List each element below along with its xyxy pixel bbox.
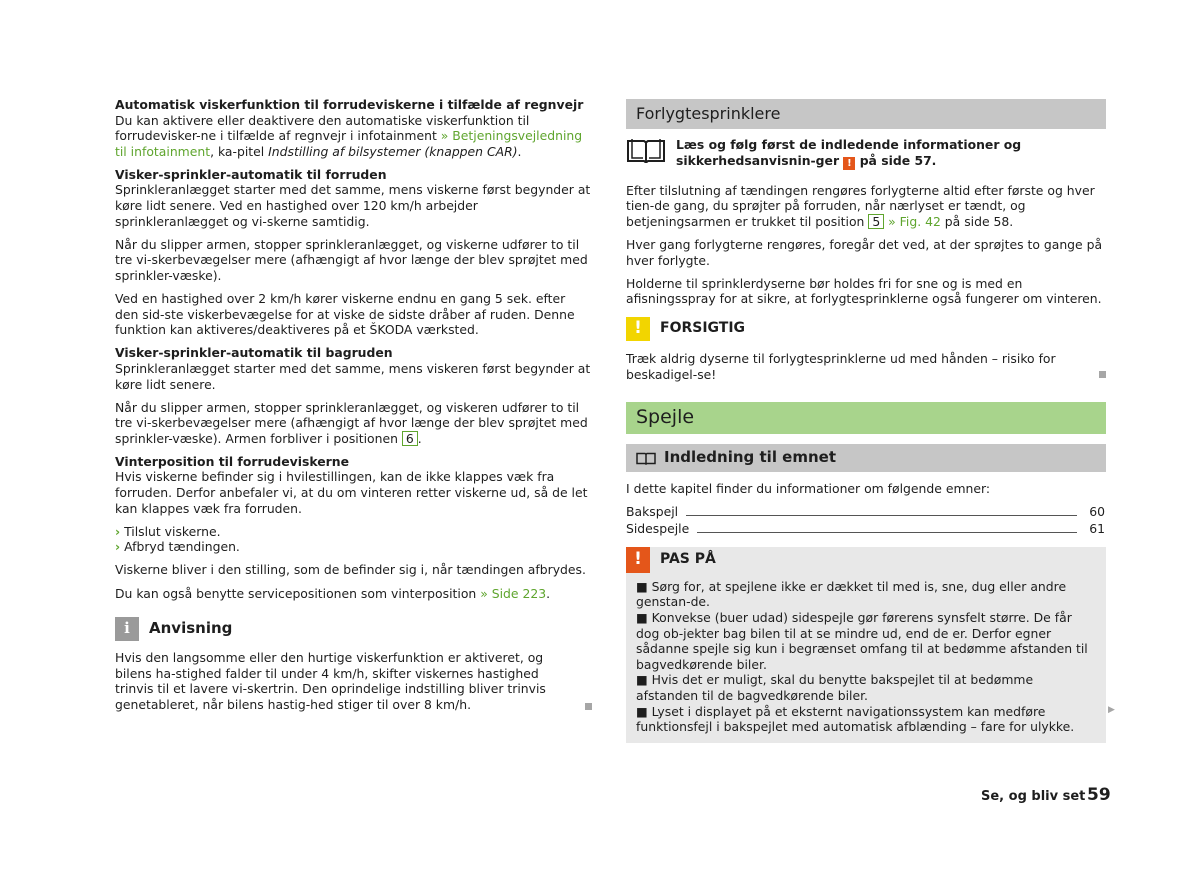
paragraph: Når du slipper armen, stopper sprinkleranlægget, og viskerne udfører to til tre vi-skerbevægelser mere (afhængigt af hvor længe der blev sprøjtet med sprinkler-væske).: [115, 236, 588, 283]
paragraph: [626, 183, 1106, 230]
position-box-5: 5: [868, 214, 884, 229]
warning-item: ■ Sørg for, at spejlene ikke er dækket til med is, sne, dug eller andre genstan-de.: [636, 578, 1067, 610]
info-icon: i: [115, 617, 139, 641]
text: Efter tilslutning af tændingen rengøres forlygterne altid efter første og hver tien-de gang, du sprøjter på forruden, når nærlyset er tændt, og betjeningsarmen er trukket til position: [626, 182, 1095, 230]
text: Du kan aktivere eller deaktivere den automatiske viskerfunktion til forrudevisker-ne i tilfælde af regnvejr i infotainment: [115, 112, 530, 144]
warning-item: ■ Konvekse (buer udad) sidespejle gør førerens synsfelt større. De får dog ob-jekter bag bilen til at se mindre ud, end de er. Derfor egner sådanne spejle sig kun i begrænset omfang til at bedømme afstanden til bagvedkørende biler.: [636, 610, 1088, 672]
subsection-title-text: Indledning til emnet: [664, 448, 837, 467]
text: .: [546, 585, 551, 601]
page-number: 59: [1087, 785, 1111, 805]
notice-text: Hvis den langsomme eller den hurtige viskerfunktion er aktiveret, og bilens ha-stighed falder til under 4 km/h, skifter viskernes hastighed trinvis til et lavere vi-skertrin. Den oprindelige indstilling bliver trinvis genetableret, når bilens hastig-hed stiger til over 8 km/h.: [115, 650, 546, 712]
toc-page: 61: [1089, 521, 1105, 537]
link-infotainment-manual[interactable]: » Betjeningsvejledning til infotainment: [115, 128, 583, 159]
book-icon: [636, 451, 656, 466]
step-text: Afbryd tændingen.: [124, 539, 240, 555]
link-page-223[interactable]: » Side 223: [480, 585, 547, 601]
toc-page: 60: [1089, 504, 1105, 520]
toc-label: Sidespejle: [626, 521, 690, 537]
heading-front-sprinkler: Visker-sprinkler-automatik til forruden: [115, 166, 387, 182]
warning-item: ■ Lyset i displayet på et eksternt navigationssystem kan medføre funktionsfejl i bakspejlet med automatisk afblænding – fare for ulykke.: [636, 703, 1075, 735]
link-fig-42[interactable]: » Fig. 42: [884, 214, 941, 230]
heading-rain-function: Automatisk viskerfunktion til forrudeviskerne i tilfælde af regnvejr: [115, 97, 584, 112]
section-title-headlight-washers: Forlygtesprinklere: [626, 99, 1106, 129]
text: Sprinkleranlægget starter med det samme, mens viskeren først begynder at køre lidt senere.: [115, 360, 591, 392]
intro-note: [626, 137, 1106, 170]
notice-header: [115, 617, 592, 641]
warning-icon: !: [843, 157, 855, 170]
paragraph: Ved en hastighed over 2 km/h kører viskerne endnu en gang 5 sek. efter den sid-ste viskerbevægelse for at viske de sidste dråber af ruden. Denne funktion kan aktiveres/deaktiveres på et ŠKODA værksted.: [115, 291, 575, 338]
caution-text: Træk aldrig dyserne til forlygtesprinklerne ud med hånden – risiko for beskadigel-se!: [626, 351, 1056, 382]
caution-header: [626, 317, 1106, 341]
heading-winter-position: Vinterposition til forrudeviskerne: [115, 453, 349, 469]
text: på side 57.: [855, 152, 937, 168]
notice-title: Anvisning: [149, 619, 233, 638]
step-text: Tilslut viskerne.: [124, 523, 221, 539]
left-column: [115, 97, 592, 713]
warning-list: [636, 579, 1096, 735]
book-icon: [626, 137, 666, 170]
paragraph-rear-sprinkler: [115, 345, 592, 392]
toc-leader: [697, 532, 1077, 533]
subsection-title-intro: [626, 444, 1106, 472]
paragraph: Viskerne bliver i den stilling, som de befinder sig i, når tændingen afbrydes.: [115, 562, 586, 578]
caution-title: FORSIGTIG: [660, 320, 746, 337]
toc-list: [626, 503, 1106, 537]
text: , ka-pitel: [210, 143, 269, 159]
text: Hvis viskerne befinder sig i hvilestillingen, kan de ikke klappes væk fra forruden. Derfor anbefaler vi, at du om vinteren retter viskerne ud, så de let kan klappes væk fra forruden.: [115, 469, 588, 516]
warning-title: PAS PÅ: [660, 551, 716, 568]
paragraph-rain-function: [115, 97, 592, 159]
step-marker-icon: ›: [115, 539, 121, 555]
step-marker-icon: ›: [115, 523, 121, 539]
paragraph: Holderne til sprinklerdyserne bør holdes fri for sne og is med en afisningsspray for at sikre, at forlygtesprinklerne også fungerer om vinteren.: [626, 275, 1102, 307]
toc-item[interactable]: [626, 503, 1106, 520]
italic-chapter-ref: Indstilling af bilsystemer (knappen CAR): [268, 143, 518, 159]
step-item: [115, 539, 592, 555]
section-end-icon: [585, 703, 592, 710]
text: Sprinkleranlægget starter med det samme, mens viskerne først begynder at køre lidt senere. Ved en hastighed over 120 km/h arbejder sprinkleranlægget og vi-skerne samtidig.: [115, 182, 591, 229]
warning-block: [626, 547, 1106, 743]
text: Når du slipper armen, stopper sprinkleranlægget, og viskeren udfører to til tre vi-skerbevægelser mere (afhængigt af hvor længe der blev sprøjtet med sprinkler-væske). Armen forbliver i positionen: [115, 399, 588, 446]
text: Læs og følg først de indledende informationer og sikkerhedsanvisnin-ger: [676, 137, 1022, 168]
right-column: [626, 99, 1106, 743]
caution-body: [626, 351, 1106, 382]
toc-item[interactable]: [626, 520, 1106, 537]
toc-intro: I dette kapitel finder du informationer om følgende emner:: [626, 481, 991, 497]
paragraph: Hver gang forlygterne rengøres, foregår det ved, at der sprøjtes to gange på hver forlygte.: [626, 237, 1103, 268]
paragraph-front-sprinkler: [115, 167, 592, 229]
continue-arrow-icon: ▶: [1108, 705, 1115, 715]
toc-label: Bakspejl: [626, 504, 679, 520]
heading-rear-sprinkler: Visker-sprinkler-automatik til bagruden: [115, 345, 393, 361]
caution-icon: !: [626, 317, 650, 341]
warning-item: ■ Hvis det er muligt, skal du benytte bakspejlet til at bedømme afstanden til de bagvedkørende biler.: [636, 672, 1034, 703]
position-box-6: 6: [402, 431, 418, 446]
paragraph: [115, 400, 592, 447]
intro-text: [676, 137, 1106, 170]
step-item: [115, 524, 592, 540]
text: Du kan også benytte servicepositionen som vinterposition: [115, 585, 481, 601]
paragraph-winter-position: [115, 454, 592, 516]
paragraph: [115, 586, 592, 602]
text: .: [517, 143, 522, 159]
section-end-icon: [1099, 371, 1106, 378]
text: på side 58.: [940, 214, 1014, 230]
footer-chapter-label: Se, og bliv set: [981, 789, 1086, 804]
notice-block: [115, 617, 592, 712]
notice-body: [115, 650, 592, 712]
text: .: [417, 430, 422, 446]
toc-leader: [686, 515, 1077, 516]
warning-icon: !: [626, 547, 650, 573]
warning-header: [626, 547, 1096, 573]
chapter-title-mirrors: Spejle: [626, 402, 1106, 434]
step-list: [115, 524, 592, 555]
